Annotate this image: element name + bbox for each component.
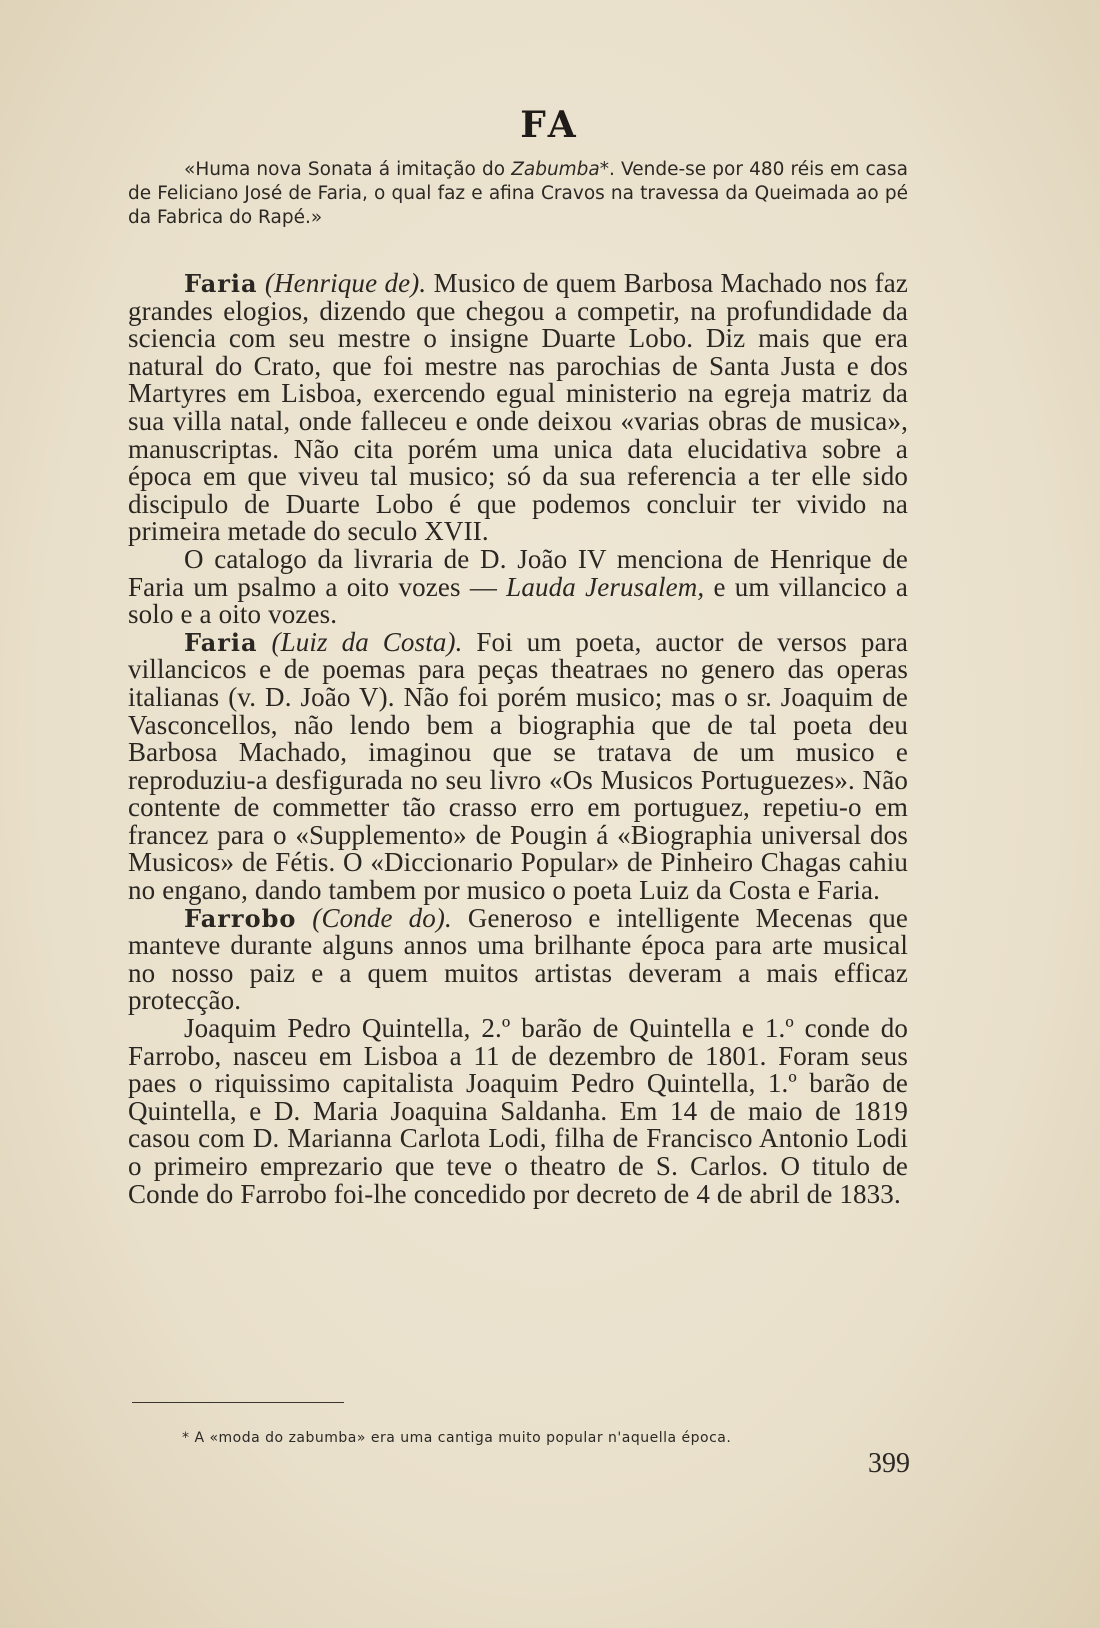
footnote-mark: * (599, 159, 610, 180)
entry-text: Foi um poeta, auctor de versos para villancicos e de poemas para peças theatraes no genero das operas italianas (v. D. João V). Não foi porém musico; mas o sr. Joaquim de Vasconcellos, não lendo bem a biographia que de tal poeta deu Barbosa Machado, imaginou que se tratava de um musico e reproduziu-a desfigurada no seu livro «Os Musicos Portuguezes». Não contente de commetter tão crasso erro em portuguez, repetiu-o em francez para o «Supplemento» de Pougin á «Biographia universal dos Musicos» de Fétis. O «Diccionario Popular» de Pinheiro Chagas cahiu no engano, dando tambem por musico o poeta Luiz da Costa e Faria. (128, 626, 908, 906)
entry-text: e um villancico a solo e a oito vozes. (128, 571, 908, 630)
intro-quote (128, 158, 908, 230)
intro-italic-title: Zabumba (511, 159, 600, 180)
entry-paragraph (128, 1015, 908, 1208)
work-title: Lauda Jerusalem, (506, 571, 705, 602)
entry-farrobo (128, 902, 908, 1016)
entry-text: Generoso e intelligente Mecenas que manteve durante alguns annos uma brilhante época para arte musical no nosso paiz e a quem muitos artistas deveram a mais efficaz protecção. (128, 902, 908, 1016)
intro-paragraph (128, 158, 908, 230)
footnote-divider (132, 1402, 344, 1403)
entry-text: Musico de quem Barbosa Machado nos faz grandes elogios, dizendo que chegou a competir, na profundidade da sciencia com seu mestre o insigne Duarte Lobo. Diz mais que era natural do Crato, que foi mestre nas parochias de Santa Justa e dos Martyres em Lisboa, exercendo egual ministerio na egreja matriz da sua villa natal, onde falleceu e onde deixou «varias obras de musica», manuscriptas. Não cita porém uma unica data elucidativa sobre a época em que viveu tal musico; só da sua referencia a ter elle sido discipulo de Duarte Lobo é que podemos concluir ter vivido na primeira metade do seculo XVII. (128, 268, 909, 547)
entry-paragraph (128, 543, 908, 630)
intro-text-end: . Vende-se por 480 réis em casa de Feliciano José de Faria, o qual faz e afina Cravos na travessa da Queimada ao pé da Fabrica do Rapé.» (128, 159, 908, 228)
entry-headword: Faria (184, 269, 258, 298)
intro-text-start: «Huma nova Sonata á imitação do (184, 159, 512, 180)
entries-body (128, 270, 908, 1208)
running-header: FA (520, 104, 580, 146)
entry-text: Joaquim Pedro Quintella, 2.º barão de Quintella e 1.º conde do Farrobo, nasceu em Lisboa a 11 de dezembro de 1801. Foram seus paes o riquissimo capitalista Joaquim Pedro Quintella, 1.º barão de Quintella, e D. Maria Joaquina Saldanha. Em 14 de maio de 1819 casou com D. Marianna Carlota Lodi, filha de Francisco Antonio Lodi o primeiro emprezario que teve o theatro de S. Carlos. O titulo de Conde do Farrobo foi-lhe concedido por decreto de 4 de abril de 1833. (128, 1013, 908, 1209)
entry-subtitle: (Conde do). (312, 902, 452, 933)
entry-faria-luiz (128, 626, 908, 906)
entry-text: O catalogo da livraria de D. João IV menciona de Henrique de Faria um psalmo a oito vozes — (128, 543, 908, 602)
page-number: 399 (868, 1448, 910, 1479)
entry-subtitle: (Luiz da Costa). (271, 626, 463, 657)
entry-headword: Farrobo (184, 903, 297, 933)
footnote: * A «moda do zabumba» era uma cantiga muito popular n'aquella época. (182, 1430, 732, 1446)
entry-subtitle: (Henrique de). (264, 268, 427, 298)
entry-faria-henrique (128, 270, 908, 546)
entry-headword: Faria (184, 627, 258, 657)
